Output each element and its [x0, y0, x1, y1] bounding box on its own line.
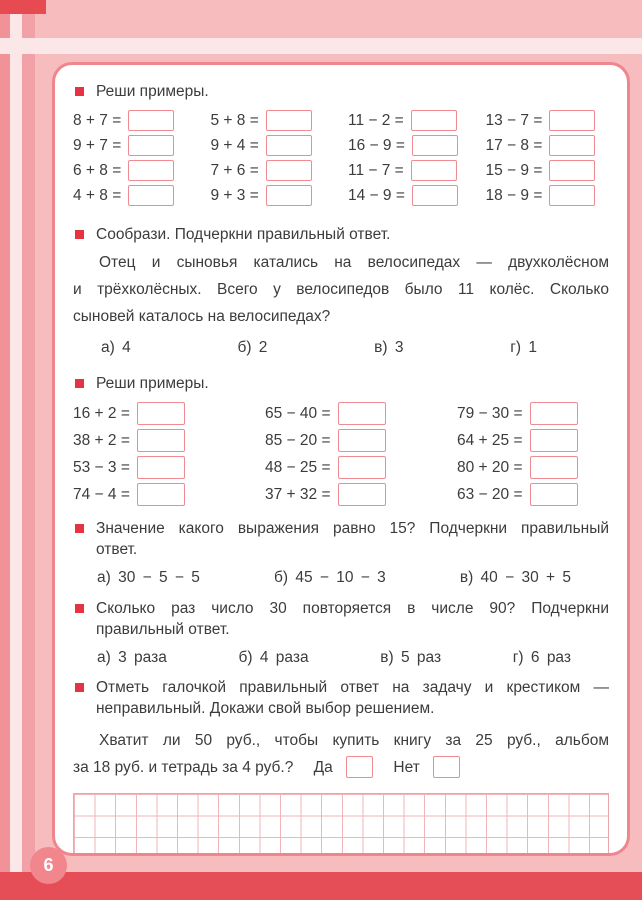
problem-item — [73, 135, 197, 156]
section-header — [73, 598, 609, 640]
problem-expression: 4 + 8 = — [73, 186, 122, 204]
problem-expression: 16 − 9 = — [348, 136, 405, 154]
answer-box[interactable] — [266, 135, 312, 156]
answer-box[interactable] — [266, 110, 312, 131]
problem-item — [457, 456, 609, 479]
problem-item — [211, 110, 335, 131]
problem-item — [73, 456, 225, 479]
answer-box[interactable] — [128, 110, 174, 131]
problem-expression: 5 + 8 = — [210, 111, 259, 129]
section-header — [73, 373, 609, 394]
answer-box[interactable] — [137, 402, 185, 425]
section-title — [96, 518, 609, 560]
answer-box[interactable] — [530, 429, 578, 452]
no-checkbox[interactable] — [433, 756, 460, 778]
option-choice[interactable]: а) 30 − 5 − 5 — [97, 569, 200, 586]
problem-grid-1 — [73, 110, 609, 206]
title-line: Сколько раз число 30 повторяется в числе 90? Подчеркни — [96, 600, 609, 617]
option-choice[interactable]: а) 3 раза — [97, 649, 167, 666]
answer-box[interactable] — [549, 185, 595, 206]
problem-item — [211, 135, 335, 156]
worksheet-card — [52, 62, 630, 856]
option-choice[interactable]: в) 40 − 30 + 5 — [459, 569, 571, 586]
bullet-icon — [75, 683, 84, 692]
problem-expression: 13 − 7 = — [485, 111, 543, 129]
answer-box[interactable] — [530, 483, 578, 506]
problem-expression: 53 − 3 = — [73, 458, 130, 476]
text-line: Хватит ли 50 руб., чтобы купить книгу за 25 руб., альбом — [99, 732, 609, 749]
problem-expression: 79 − 30 = — [457, 404, 523, 422]
option-choice[interactable]: г) 1 — [510, 339, 537, 356]
problem-expression: 80 + 20 = — [457, 458, 523, 476]
bullet-icon — [75, 379, 84, 388]
problem-expression: 15 − 9 = — [485, 161, 543, 179]
page-number-badge — [30, 847, 67, 884]
problem-expression: 38 + 2 = — [73, 431, 130, 449]
section-header — [73, 677, 609, 719]
decor-stripe — [0, 0, 10, 900]
problem-expression: 11 − 2 = — [348, 111, 404, 129]
problem-item — [73, 483, 225, 506]
options-row — [73, 568, 609, 587]
section-title — [96, 224, 609, 245]
text-line: и трёхколёсных. Всего у велосипедов было 11 колёс. Сколько — [73, 281, 609, 298]
option-choice[interactable]: в) 3 — [374, 339, 404, 356]
problem-grid-2 — [73, 402, 609, 506]
answer-box[interactable] — [266, 160, 312, 181]
section-header — [73, 518, 609, 560]
bullet-icon — [75, 230, 84, 239]
problem-expression: 85 − 20 = — [265, 431, 331, 449]
problem-expression: 74 − 4 = — [73, 485, 130, 503]
section-header — [73, 81, 609, 102]
decor-bottom-band — [0, 872, 642, 900]
problem-item — [73, 429, 225, 452]
answer-box[interactable] — [137, 429, 185, 452]
problem-item — [486, 110, 610, 131]
task-text — [73, 249, 609, 330]
answer-box[interactable] — [137, 483, 185, 506]
answer-box[interactable] — [530, 456, 578, 479]
problem-expression: 64 + 25 = — [457, 431, 523, 449]
answer-box[interactable] — [338, 402, 386, 425]
text-line: Отец и сыновья катались на велосипедах — двухколёсном — [99, 254, 609, 271]
problem-expression: 11 − 7 = — [348, 161, 404, 179]
working-grid[interactable] — [73, 793, 609, 856]
decor-corner-block — [0, 0, 46, 14]
problem-expression: 9 + 3 = — [210, 186, 259, 204]
problem-item — [486, 135, 610, 156]
answer-box[interactable] — [338, 456, 386, 479]
problem-item — [265, 456, 417, 479]
problem-expression: 16 + 2 = — [73, 404, 130, 422]
decor-stripe — [0, 38, 642, 54]
problem-expression: 37 + 32 = — [265, 485, 331, 503]
section-title — [96, 598, 609, 640]
problem-expression: 17 − 8 = — [485, 136, 543, 154]
section-header — [73, 224, 609, 245]
option-choice[interactable]: г) 6 раз — [512, 649, 571, 666]
title-line: ответ. — [96, 541, 138, 558]
yes-label: Да — [313, 759, 333, 776]
title-line: Сообрази. Подчеркни правильный ответ. — [96, 226, 391, 243]
problem-expression: 48 − 25 = — [265, 458, 331, 476]
problem-item — [348, 135, 472, 156]
problem-expression: 6 + 8 = — [73, 161, 122, 179]
problem-item — [486, 185, 610, 206]
section-title — [96, 81, 609, 102]
answer-box[interactable] — [338, 429, 386, 452]
decor-stripe — [22, 0, 35, 900]
title-line: Отметь галочкой правильный ответ на задачу и крестиком — — [96, 679, 609, 696]
problem-item — [73, 185, 197, 206]
problem-item — [486, 160, 610, 181]
option-choice[interactable]: б) 4 раза — [238, 649, 309, 666]
bullet-icon — [75, 87, 84, 96]
problem-item — [265, 483, 417, 506]
title-line: неправильный. Докажи свой выбор решением. — [96, 700, 435, 717]
answer-box[interactable] — [412, 185, 458, 206]
bullet-icon — [75, 524, 84, 533]
problem-item — [457, 429, 609, 452]
option-choice[interactable]: б) 2 — [237, 339, 268, 356]
option-choice[interactable]: а) 4 — [101, 339, 131, 356]
option-choice[interactable]: в) 5 раз — [380, 649, 442, 666]
problem-item — [348, 185, 472, 206]
answer-box[interactable] — [411, 110, 457, 131]
answer-box[interactable] — [128, 185, 174, 206]
text-line: сыновей каталось на велосипедах? — [73, 308, 331, 325]
problem-item — [73, 402, 225, 425]
problem-item — [211, 185, 335, 206]
problem-item — [73, 110, 197, 131]
problem-expression: 8 + 7 = — [73, 111, 122, 129]
option-choice[interactable]: б) 45 − 10 − 3 — [273, 569, 386, 586]
problem-item — [73, 160, 197, 181]
problem-item — [211, 160, 335, 181]
title-line: Значение какого выражения равно 15? Подчеркни правильный — [96, 520, 609, 537]
problem-expression: 9 + 7 = — [73, 136, 122, 154]
problem-expression: 63 − 20 = — [457, 485, 523, 503]
problem-item — [457, 402, 609, 425]
options-row — [73, 338, 609, 357]
problem-expression: 65 − 40 = — [265, 404, 331, 422]
task-question — [73, 727, 609, 781]
problem-expression: 18 − 9 = — [485, 186, 543, 204]
answer-box[interactable] — [266, 185, 312, 206]
problem-item — [348, 110, 472, 131]
problem-expression: 7 + 6 = — [210, 161, 259, 179]
section-title — [96, 677, 609, 719]
no-label: Нет — [393, 759, 420, 776]
problem-item — [265, 429, 417, 452]
answer-box[interactable] — [411, 160, 457, 181]
options-row — [73, 648, 609, 667]
title-line: правильный ответ. — [96, 621, 230, 638]
problem-expression: 14 − 9 = — [348, 186, 405, 204]
problem-item — [457, 483, 609, 506]
problem-expression: 9 + 4 = — [210, 136, 259, 154]
title-line: Реши примеры. — [96, 375, 209, 392]
answer-box[interactable] — [549, 135, 595, 156]
decor-stripe — [10, 0, 22, 900]
answer-box[interactable] — [530, 402, 578, 425]
yes-checkbox[interactable] — [346, 756, 373, 778]
bullet-icon — [75, 604, 84, 613]
answer-box[interactable] — [128, 135, 174, 156]
page-number: 6 — [43, 855, 54, 875]
answer-box[interactable] — [412, 135, 458, 156]
answer-box[interactable] — [338, 483, 386, 506]
answer-box[interactable] — [549, 160, 595, 181]
answer-box[interactable] — [549, 110, 595, 131]
text-line — [73, 754, 609, 781]
problem-item — [348, 160, 472, 181]
problem-item — [265, 402, 417, 425]
question-text: за 18 руб. и тетрадь за 4 руб.? — [73, 759, 294, 776]
answer-box[interactable] — [137, 456, 185, 479]
answer-box[interactable] — [128, 160, 174, 181]
section-title — [96, 373, 609, 394]
title-line: Реши примеры. — [96, 83, 209, 100]
